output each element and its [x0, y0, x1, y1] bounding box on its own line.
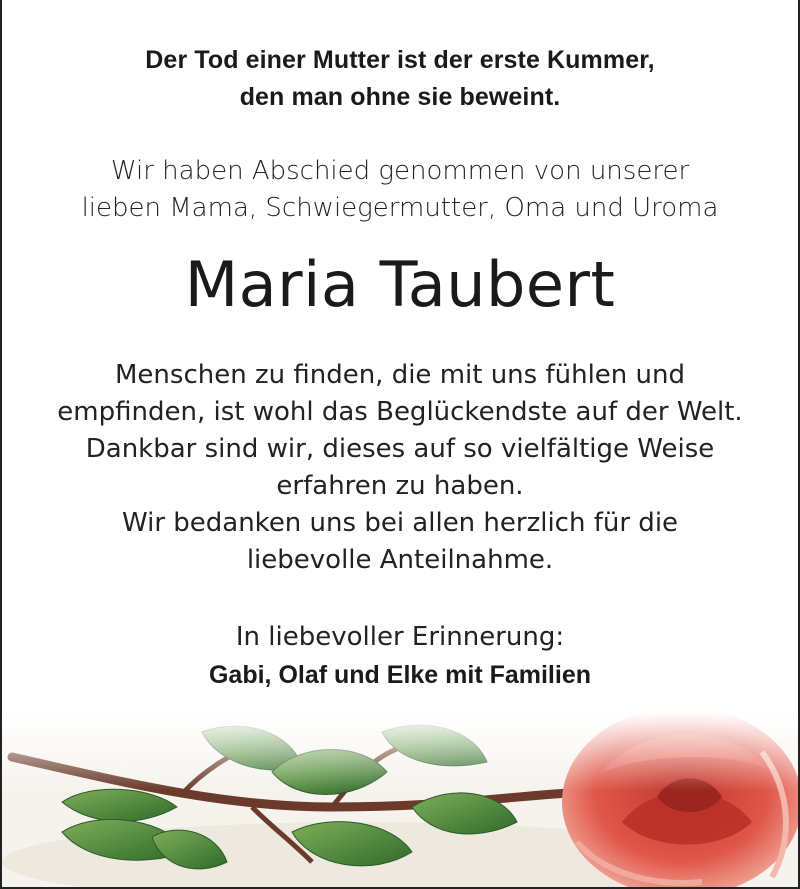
deceased-name: Maria Taubert [184, 248, 616, 321]
thanks-text [2, 357, 798, 579]
thanks-line: liebevolle Anteilnahme. [246, 545, 554, 575]
intro-text [2, 153, 798, 227]
thanks-line: empfinden, ist wohl das Beglückendste auf der Welt. [57, 397, 743, 427]
closing-label: In liebevoller Erinnerung: [235, 622, 565, 652]
thanks-line: erfahren zu haben. [276, 471, 524, 501]
intro-line: lieben Mama, Schwiegermutter, Oma und Uroma [81, 193, 719, 223]
intro-line: Wir haben Abschied genommen von unserer [110, 156, 690, 186]
thanks-line: Wir bedanken uns bei allen herzlich für die [121, 508, 679, 538]
motto-line: Der Tod einer Mutter ist der erste Kummer, [145, 46, 655, 74]
family-signature: Gabi, Olaf und Elke mit Familien [208, 661, 592, 689]
motto-line: den man ohne sie beweint. [239, 83, 561, 111]
thanks-line: Menschen zu finden, die mit uns fühlen und [114, 360, 686, 390]
rose-illustration [2, 712, 798, 887]
thanks-line: Dankbar sind wir, dieses auf so vielfältige Weise [85, 434, 715, 464]
motto-quote [2, 42, 798, 116]
